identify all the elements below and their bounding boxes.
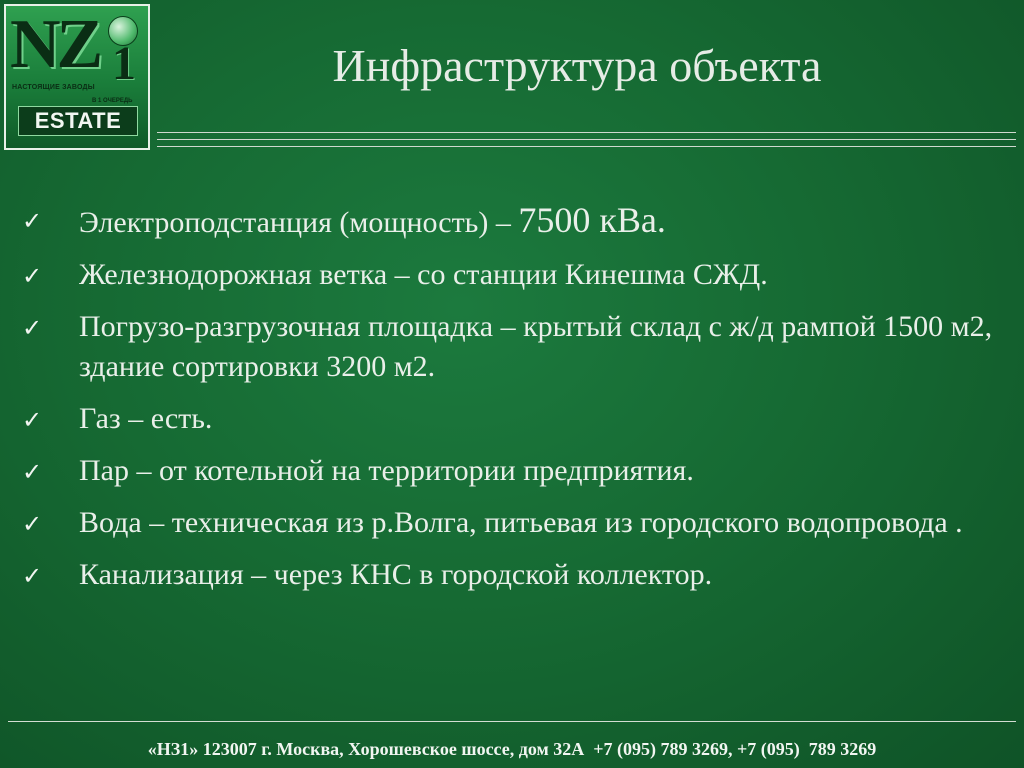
bullet-text: Электроподстанция (мощность) –	[79, 206, 519, 239]
logo-tagline-secondary: В 1 ОЧЕРЕДЬ	[92, 98, 133, 104]
bullet-suffix: .	[656, 200, 666, 240]
bullet-item	[22, 200, 1018, 243]
bullet-item	[22, 555, 1018, 595]
bullet-text: Канализация – через КНС в городской коллектор.	[79, 558, 713, 591]
bullet-item	[22, 503, 1018, 543]
bullet-text: Железнодорожная ветка – со станции Кинешма СЖД.	[79, 258, 768, 291]
checkmark-icon: ✓	[22, 510, 43, 538]
footer-divider-line	[8, 721, 1016, 722]
bullet-text: Газ – есть.	[79, 402, 213, 435]
bullet-emphasis: 7500 кВа	[518, 200, 657, 240]
bullet-text: Погрузо-разгрузочная площадка – крытый склад с ж/д рампой 1500 м2, здание сортировки 3200 м2.	[79, 310, 993, 383]
title-divider-line	[157, 132, 1016, 133]
bullet-text: Вода – техническая из р.Волга, питьевая из городского водопровода .	[79, 506, 963, 539]
bullet-item	[22, 399, 1018, 439]
bullet-item	[22, 307, 1018, 387]
logo-letters: NZ	[10, 6, 100, 83]
bullet-item	[22, 255, 1018, 295]
bullet-item	[22, 451, 1018, 491]
bullet-list	[22, 200, 1018, 607]
title-divider-line	[157, 139, 1016, 140]
company-logo	[4, 4, 150, 150]
checkmark-icon: ✓	[22, 406, 43, 434]
checkmark-icon: ✓	[22, 458, 43, 486]
checkmark-icon: ✓	[22, 314, 43, 342]
bullet-text: Пар – от котельной на территории предприятия.	[79, 454, 694, 487]
logo-tagline: НАСТОЯЩИЕ ЗАВОДЫ	[12, 84, 95, 91]
checkmark-icon: ✓	[22, 262, 43, 290]
slide-title: Инфраструктура объекта	[332, 40, 822, 91]
checkmark-icon: ✓	[22, 207, 43, 235]
title-divider-line	[157, 146, 1016, 147]
checkmark-icon: ✓	[22, 562, 43, 590]
logo-digit: 1	[112, 37, 136, 90]
logo-estate-label: ESTATE	[18, 106, 138, 136]
footer-contact: «НЗ1» 123007 г. Москва, Хорошевское шоссе, дом 32А +7 (095) 789 3269, +7 (095) 789 3269	[147, 739, 877, 759]
